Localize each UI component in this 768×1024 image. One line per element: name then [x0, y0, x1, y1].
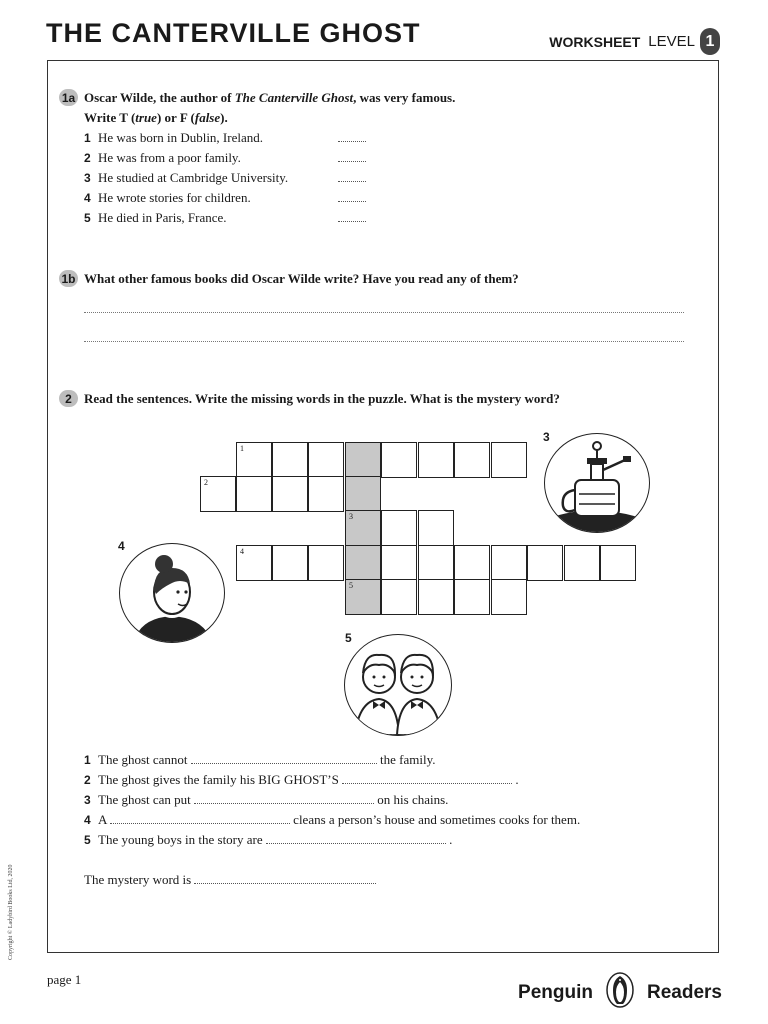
crossword-cell[interactable]: [381, 545, 417, 581]
crossword-cell[interactable]: [491, 442, 527, 478]
crossword-cell[interactable]: [236, 476, 272, 512]
exercise-2-instruction: Read the sentences. Write the missing words in the puzzle. What is the mystery word?: [84, 391, 560, 406]
worksheet-level: [549, 28, 720, 55]
clue-sentence: 5 The young boys in the story are .: [84, 832, 453, 847]
clue-sentence: 1 The ghost cannot the family.: [84, 752, 436, 767]
crossword-cell[interactable]: [418, 579, 454, 615]
answer-blank[interactable]: [191, 753, 377, 764]
mystery-word-blank[interactable]: [194, 873, 376, 884]
mystery-cell[interactable]: [345, 476, 381, 512]
crossword-cell[interactable]: [381, 442, 417, 478]
crossword-cell[interactable]: [418, 545, 454, 581]
crossword-cell[interactable]: [600, 545, 636, 581]
exercise-2-badge: 2: [59, 390, 78, 407]
exercise-1a-write-instruction: Write T (true) or F (false).: [84, 110, 228, 125]
crossword-cell[interactable]: 4: [236, 545, 272, 581]
crossword-cell[interactable]: 2: [200, 476, 236, 512]
crossword-cell[interactable]: [418, 442, 454, 478]
copyright-notice: Copyright © Ladybird Books Ltd, 2020: [8, 864, 14, 960]
housekeeper-illustration: [119, 543, 225, 643]
crossword-cell[interactable]: [272, 442, 308, 478]
sprayer-illustration: [544, 433, 650, 533]
exercise-1a-badge: 1a: [59, 89, 78, 106]
tf-answer-blank[interactable]: [338, 151, 366, 162]
crossword-cell[interactable]: [454, 545, 490, 581]
crossword-cell[interactable]: [308, 545, 344, 581]
mystery-cell[interactable]: [345, 442, 381, 478]
mystery-cell[interactable]: 5: [345, 579, 381, 615]
crossword-cell[interactable]: [564, 545, 600, 581]
picture-label-5: 5: [345, 631, 352, 645]
crossword-cell[interactable]: [381, 579, 417, 615]
tf-item: 1 He was born in Dublin, Ireland.: [84, 130, 263, 145]
exercise-1b-badge: 1b: [59, 270, 78, 287]
clue-sentence: 2 The ghost gives the family his BIG GHOST’S .: [84, 772, 519, 787]
tf-answer-blank[interactable]: [338, 131, 366, 142]
answer-blank[interactable]: [194, 793, 374, 804]
tf-item: 3 He studied at Cambridge University.: [84, 170, 289, 185]
tf-item: 5 He died in Paris, France.: [84, 210, 227, 225]
clue-sentence: 3 The ghost can put on his chains.: [84, 792, 449, 807]
crossword-cell[interactable]: [454, 442, 490, 478]
crossword-cell[interactable]: [491, 579, 527, 615]
crossword-cell[interactable]: [454, 579, 490, 615]
exercise-1b-instruction: What other famous books did Oscar Wilde write? Have you read any of them?: [84, 271, 519, 286]
worksheet-title: THE CANTERVILLE GHOST: [46, 18, 421, 48]
level-label: LEVEL: [648, 33, 695, 50]
level-number-badge: 1: [700, 28, 720, 55]
exercise-1a-instruction: Oscar Wilde, the author of The Canterville Ghost, was very famous.: [84, 90, 456, 105]
picture-label-3: 3: [543, 430, 550, 444]
tf-answer-blank[interactable]: [338, 171, 366, 182]
penguin-readers-logo: [518, 972, 722, 1014]
writing-line[interactable]: [84, 341, 684, 342]
crossword-cell[interactable]: 1: [236, 442, 272, 478]
tf-item: 4 He wrote stories for children.: [84, 190, 251, 205]
page-number: page 1: [47, 972, 82, 987]
brand-readers: Readers: [647, 982, 722, 1003]
crossword-cell[interactable]: [308, 476, 344, 512]
worksheet-label: WORKSHEET: [549, 33, 641, 50]
answer-blank[interactable]: [110, 813, 290, 824]
crossword-cell[interactable]: [491, 545, 527, 581]
answer-blank[interactable]: [266, 833, 446, 844]
crossword-cell[interactable]: [418, 510, 454, 546]
mystery-cell[interactable]: 3: [345, 510, 381, 546]
answer-blank[interactable]: [342, 773, 512, 784]
brand-penguin: Penguin: [518, 982, 593, 1003]
tf-answer-blank[interactable]: [338, 211, 366, 222]
picture-label-4: 4: [118, 539, 125, 553]
twins-illustration: [344, 634, 452, 736]
penguin-logo-icon: [605, 972, 635, 1014]
mystery-cell[interactable]: [345, 545, 381, 581]
tf-item: 2 He was from a poor family.: [84, 150, 241, 165]
clue-sentence: 4 A cleans a person’s house and sometimes cooks for them.: [84, 812, 581, 827]
crossword-cell[interactable]: [381, 510, 417, 546]
writing-line[interactable]: [84, 312, 684, 313]
crossword-cell[interactable]: [272, 545, 308, 581]
crossword-cell[interactable]: [308, 442, 344, 478]
crossword-cell[interactable]: [272, 476, 308, 512]
mystery-word-line: The mystery word is: [84, 872, 376, 888]
crossword-cell[interactable]: [527, 545, 563, 581]
tf-answer-blank[interactable]: [338, 191, 366, 202]
